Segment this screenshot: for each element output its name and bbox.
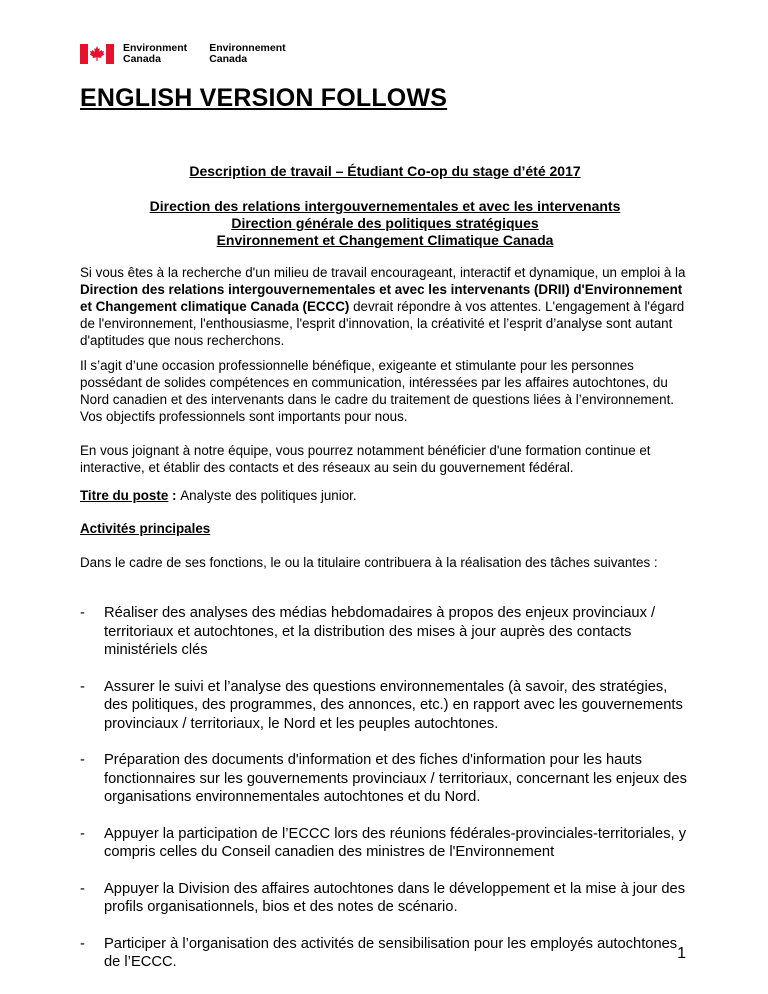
activities-list [80,604,692,990]
list-item: - Appuyer la participation de l’ECCC lors des réunions fédérales-provinciales-territoriales, y compris celles du Conseil canadien des ministres de l'Environnement [80,825,687,860]
page-number: 1 [677,945,686,962]
list-item: - Appuyer la Division des affaires autochtones dans le développement et la mise à jour des profils organisationnels, bios et des notes de scénario. [80,880,686,915]
directorate-line-3: Environnement et Changement Climatique Canada [216,232,554,248]
activities-intro: Dans le cadre de ses fonctions, le ou la titulaire contribuera à la réalisation des tâches suivantes : [80,555,658,570]
list-item: - Participer à l’organisation des activités de sensibilisation pour les employés autochtones de l’ECCC. [80,935,678,970]
directorate-line-2: Direction générale des politiques stratégiques [231,215,539,231]
position-label: Titre du poste [80,488,169,503]
team-paragraph: En vous joignant à notre équipe, vous pourrez notamment bénéficier d'une formation continue et interactive, et établir des contacts et des réseaux au sein du gouvernement fédéral. [80,443,651,475]
position-value: Analyste des politiques junior. [180,488,357,503]
job-title: Description de travail – Étudiant Co-op du stage d’été 2017 [189,163,581,179]
org-name-en: Environment Canada [123,42,188,65]
main-title: ENGLISH VERSION FOLLOWS [80,84,448,112]
canada-flag-icon [80,44,114,64]
directorate-line-1: Direction des relations intergouvernementales et avec les intervenants [149,198,621,214]
org-name-fr: Environnement Canada [209,42,286,65]
directorate-block [80,198,690,249]
intro-paragraph: Si vous êtes à la recherche d'un milieu de travail encourageant, interactif et dynamique, un emploi à la Direction des relations intergouvernementales et avec les intervenants (DRII) d'Environnement et Changement climatique Canada (ECCC) devrait répondre à vos attentes. L'engagement à l'égard de l'environnement, l'enthousiasme, l'esprit d'innovation, la créativité et l’esprit d’analyse sont autant d'aptitudes que nous recherchons. [80,265,686,348]
list-item: - Réaliser des analyses des médias hebdomadaires à propos des enjeux provinciaux / territoriaux et autochtones, et la distribution des mises à jour auprès des contacts ministériels clés [80,605,656,658]
header [80,43,308,65]
list-item: - Préparation des documents d'information et des fiches d'information pour les hauts fonctionnaires sur les gouvernements provinciaux / territoriaux, concernant les enjeux des organisations environnementales autochtones et du Nord. [80,752,687,805]
position-title: Titre du poste : Analyste des politiques junior. [80,488,357,503]
opportunity-paragraph: Il s’agit d’une occasion professionnelle bénéfique, exigeante et stimulante pour les personnes possédant de solides compétences en communication, intéressées par les affaires autochtones, du Nord canadien et des intervenants dans le cadre du traitement de questions liées à l’environnement. Vos objectifs professionnels sont importants pour nous. [80,358,675,424]
activities-heading: Activités principales [80,521,211,536]
list-item: - Assurer le suivi et l’analyse des questions environnementales (à savoir, des stratégies, des politiques, des programmes, des annonces, etc.) en rapport avec les gouvernements provinciaux / territoriaux, le Nord et les peuples autochtones. [80,678,683,732]
